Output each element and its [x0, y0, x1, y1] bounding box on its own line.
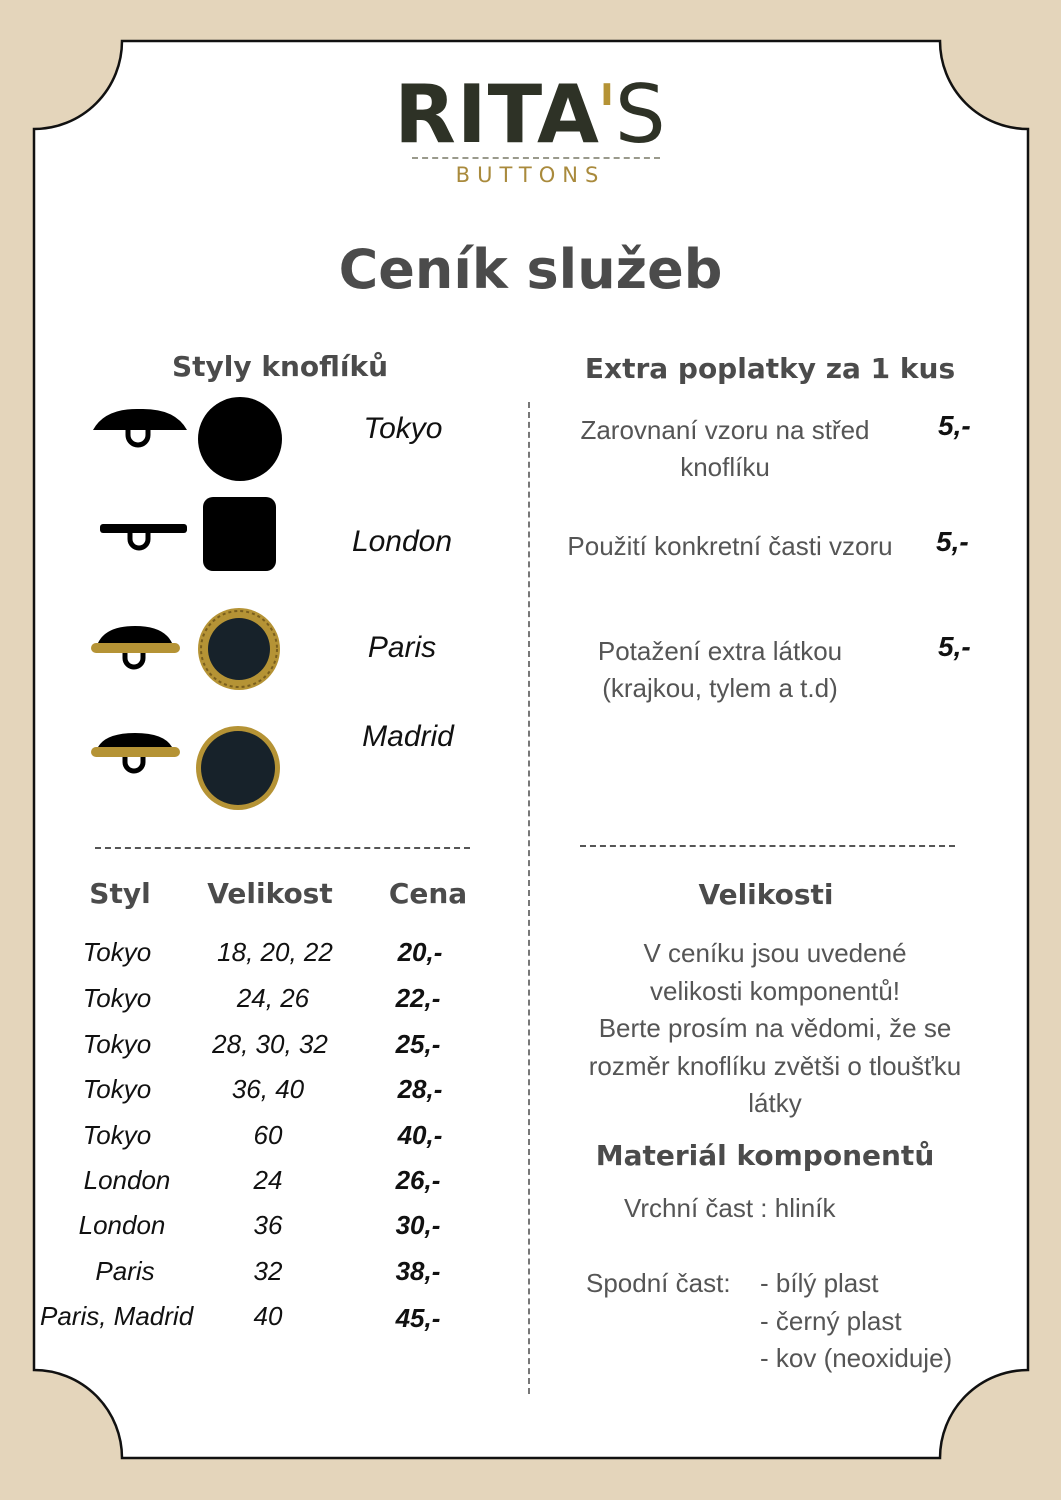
- gold-rim-button-icon: [91, 726, 280, 810]
- table-cell-style: Tokyo: [82, 1074, 152, 1104]
- logo-divider: [412, 157, 660, 159]
- button-icons: [80, 390, 300, 820]
- table-cell-style: Tokyo: [82, 937, 152, 967]
- styles-heading: Styly knoflíků: [171, 350, 389, 383]
- column-divider: [528, 402, 530, 1394]
- style-name-paris: Paris: [367, 631, 437, 664]
- right-section-divider: [580, 845, 955, 847]
- table-cell-style: London: [83, 1165, 171, 1195]
- square-button-icon: [100, 497, 276, 571]
- material-heading: Materiál komponentů: [595, 1139, 935, 1172]
- table-cell-size: 18, 20, 22: [217, 937, 333, 967]
- table-cell-price: 26,-: [395, 1165, 441, 1195]
- table-cell-size: 32: [253, 1256, 283, 1286]
- material-bottom-label: Spodní čast:: [586, 1268, 731, 1298]
- table-cell-price: 22,-: [395, 983, 441, 1013]
- table-cell-price: 20,-: [397, 937, 443, 967]
- style-name-london: London: [351, 525, 453, 558]
- material-item: - kov (neoxiduje): [760, 1343, 953, 1373]
- extra-price: 5,-: [938, 631, 971, 662]
- table-cell-price: 28,-: [397, 1074, 443, 1104]
- logo-wordmark: RITA'S: [394, 68, 667, 161]
- table-cell-style: Tokyo: [82, 1029, 152, 1059]
- table-cell-style: London: [78, 1210, 166, 1240]
- style-name-madrid: Madrid: [362, 720, 454, 753]
- material-item: - bílý plast: [760, 1268, 879, 1298]
- material-item: - černý plast: [760, 1305, 902, 1336]
- table-cell-style: Paris: [95, 1256, 155, 1286]
- sizes-heading: Velikosti: [698, 878, 834, 911]
- extra-price: 5,-: [938, 410, 971, 441]
- table-cell-price: 30,-: [395, 1210, 441, 1240]
- left-section-divider: [95, 847, 470, 849]
- table-cell-size: 28, 30, 32: [212, 1029, 328, 1059]
- table-header-style: Styl: [89, 877, 151, 910]
- table-cell-price: 45,-: [395, 1303, 441, 1333]
- table-cell-style: Tokyo: [82, 1120, 152, 1150]
- table-cell-size: 24: [253, 1165, 283, 1195]
- table-cell-style: Paris, Madrid: [40, 1301, 194, 1331]
- table-cell-size: 36, 40: [231, 1074, 305, 1104]
- sizes-note: V ceníku jsou uvedené velikosti komponentů! Berte prosím na vědomi, že se rozměr knoflíku zvětši o tloušťku látky: [588, 938, 962, 1118]
- page-title: Ceník služeb: [338, 238, 723, 301]
- table-cell-size: 24, 26: [236, 983, 310, 1013]
- extra-label: Použití konkretní časti vzoru: [567, 531, 893, 561]
- table-cell-size: 36: [253, 1210, 283, 1240]
- extras-heading: Extra poplatky za 1 kus: [584, 352, 956, 385]
- table-cell-price: 38,-: [395, 1256, 441, 1286]
- table-cell-price: 25,-: [395, 1029, 441, 1059]
- extra-price: 5,-: [936, 526, 969, 557]
- gold-ornamental-rim-button-icon: [91, 608, 280, 690]
- table-cell-style: Tokyo: [82, 983, 152, 1013]
- table-cell-size: 40: [253, 1301, 283, 1331]
- extra-label: Zarovnaní vzoru na střed knoflíku: [580, 415, 870, 482]
- material-top: Vrchní čast : hliník: [624, 1193, 836, 1223]
- material-bottom-list: [760, 1265, 952, 1378]
- logo-subtitle: BUTTONS: [455, 163, 606, 187]
- table-cell-size: 60: [253, 1120, 283, 1150]
- table-cell-price: 40,-: [397, 1120, 443, 1150]
- extra-label: Potažení extra látkou (krajkou, tylem a t.d): [597, 636, 843, 703]
- table-header-price: Cena: [388, 877, 468, 910]
- style-name-tokyo: Tokyo: [363, 412, 443, 445]
- table-header-size: Velikost: [207, 877, 333, 910]
- flat-round-button-icon: [93, 397, 282, 481]
